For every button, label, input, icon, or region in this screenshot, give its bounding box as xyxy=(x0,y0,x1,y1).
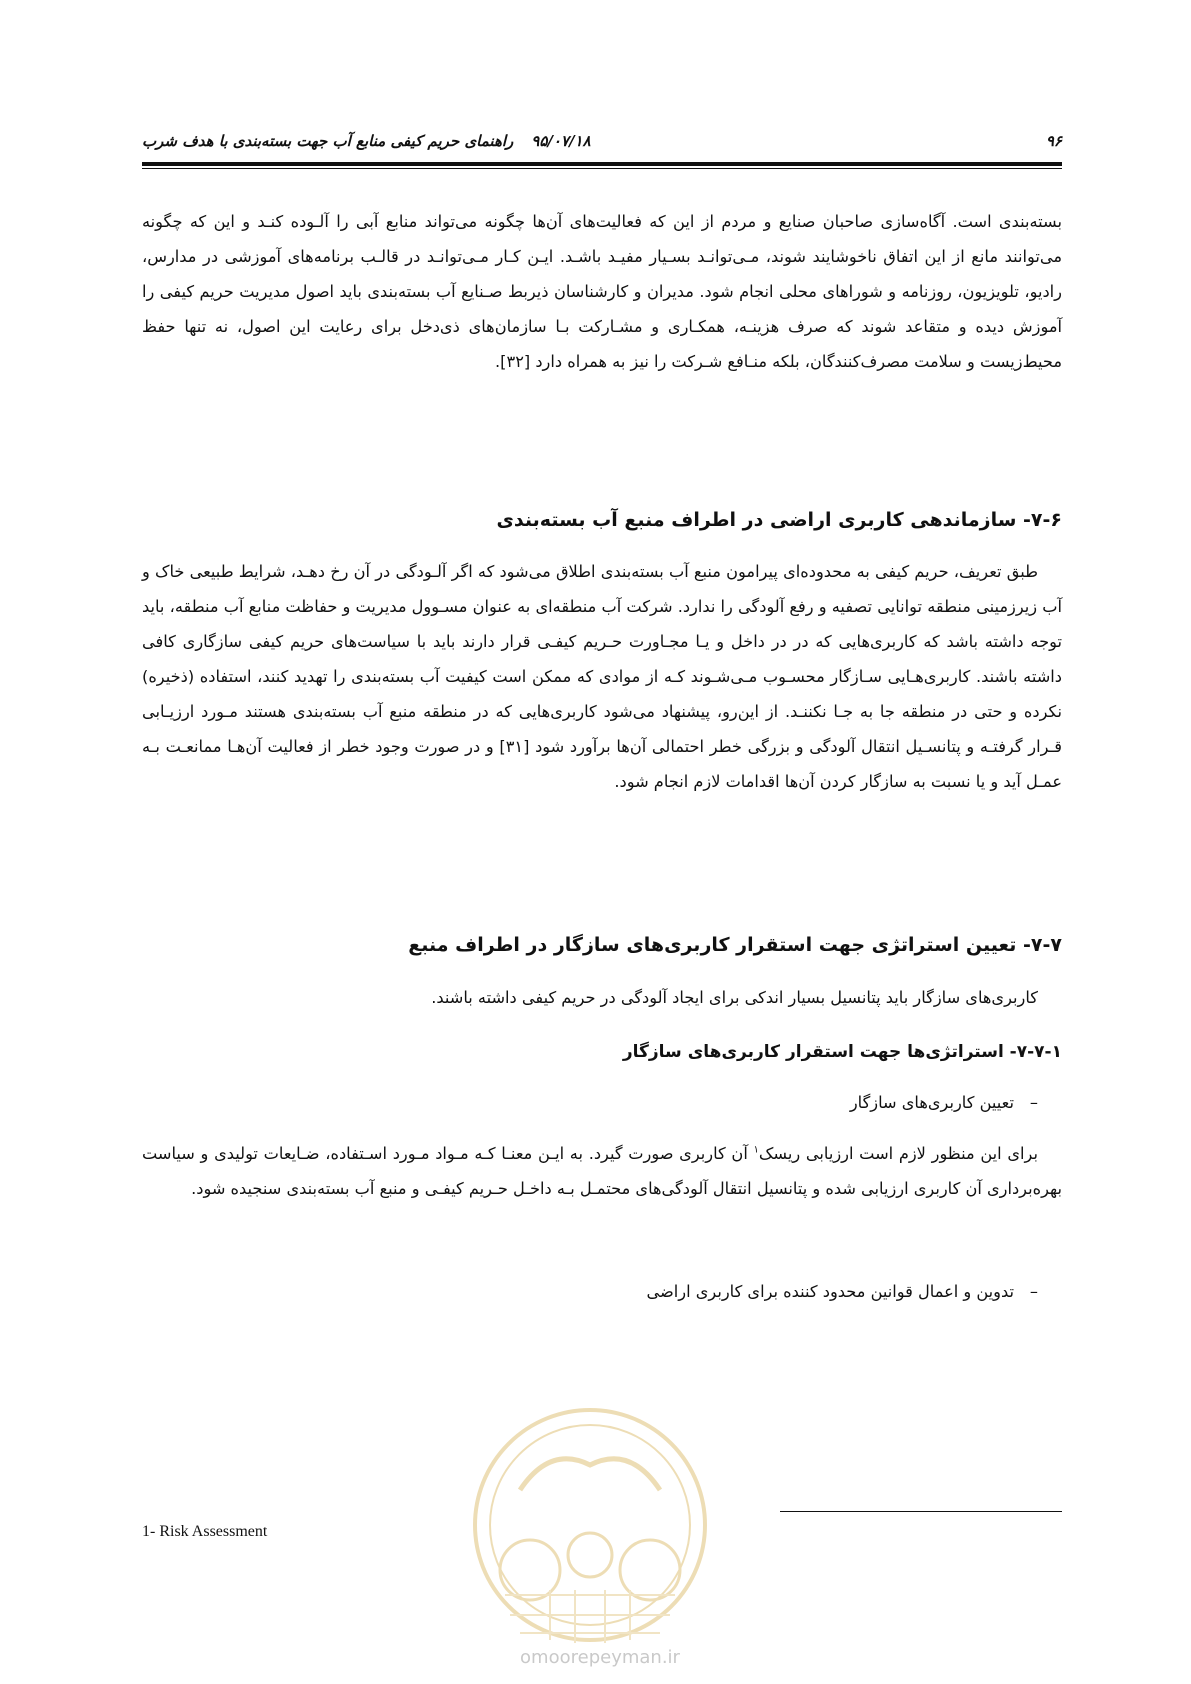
footnote-rule xyxy=(780,1511,1062,1512)
section-heading-7-7: ۷-۷- تعیین استراتژی جهت استقرار کاربری‌های سازگار در اطراف منبع xyxy=(408,934,1062,956)
subsection-heading-7-7-1: ۷-۷-۱- استراتژی‌ها جهت استقرار کاربری‌های سازگار xyxy=(622,1042,1062,1062)
bullet-item xyxy=(142,1088,1038,1118)
footnote-reference[interactable]: ۱ xyxy=(753,1144,759,1156)
header-rule-thick xyxy=(142,162,1062,166)
header-title-line xyxy=(142,132,591,150)
section-heading-7-6: ۷-۶- سازماندهی کاربری اراضی در اطراف منبع آب بسته‌بندی xyxy=(496,509,1062,531)
header-date: ۹۵/۰۷/۱۸ xyxy=(531,132,591,150)
paragraph-text: آن کاربری صورت گیرد. به ایـن معنـا کـه مـواد مـورد اسـتفاده، ضـایعات تولیدی و سیاست بهره‌برداری آن کاربری ارزیابی شده و پتانسیل انتقال آلودگی‌های محتمـل بـه داخـل حـریم کیفـی و منبع آب بسته‌بندی سنجیده شود. xyxy=(142,1144,1062,1198)
header-rule-thin xyxy=(142,168,1062,169)
paragraph-intro: بسته‌بندی است. آگاه‌سازی صاحبان صنایع و مردم از این که فعالیت‌های آن‌ها چگونه می‌تواند منابع آبی را آلـوده کنـد و این که چگونه می‌توانند مانع از این اتفاق ناخوشایند شوند، مـی‌توانـد بسـیار مفیـد باشـد. ایـن کـار مـی‌توانـد در قالـب برنامه‌های آموزشی در مدارس، رادیو، تلویزیون، روزنامه و شوراهای محلی انجام شود. مدیران و کارشناسان ذیربط صـنایع آب بسته‌بندی باید اصول مدیریت حریم کیفی را آموزش دیده و متقاعد شوند که صرف هزینـه، همکـاری و مشـارکت بـا سازمان‌های ذی‌دخل برای رعایت این اصول، نه تنها حفظ محیط‌زیست و سلامت مصرف‌کنندگان، بلکه منـافع شـرکت را نیز به همراه دارد [۳۲]. xyxy=(142,212,1062,371)
document-title: راهنمای حریم کیفی منابع آب جهت بسته‌بندی با هدف شرب xyxy=(142,132,514,150)
running-header xyxy=(142,128,1062,158)
watermark-url: omoorepeyman.ir xyxy=(520,1647,680,1668)
bullet-dash: – xyxy=(1029,1282,1038,1301)
bullet-text: تعیین کاربری‌های سازگار xyxy=(849,1093,1014,1112)
paragraph-compatible-uses: کاربری‌های سازگار باید پتانسیل بسیار اندکی برای ایجاد آلودگی در حریم کیفی داشته باشند. xyxy=(431,988,1038,1007)
footnote: 1- Risk Assessment xyxy=(142,1523,268,1540)
paragraph-text: برای این منظور لازم است ارزیابی ریسک xyxy=(758,1144,1038,1163)
bullet-dash: – xyxy=(1029,1093,1038,1112)
paragraph-definition: طبق تعریف، حریم کیفی به محدوده‌ای پیرامون منبع آب بسته‌بندی اطلاق می‌شود که اگر آلـودگی در آن رخ دهـد، شرایط طبیعی خاک و آب زیرزمینی منطقه توانایی تصفیه و رفع آلودگی را ندارد. شرکت آب منطقه‌ای به عنوان مسـوول مدیریت و حفاظت منابع آب منطقه، باید توجه داشته باشد که کاربری‌هایی که در در داخل و یـا مجـاورت حـریم کیفـی قرار دارند باید با سیاست‌های حریم کیفی سازگاری کافی داشته باشند. کاربری‌هـایی سـازگار محسـوب مـی‌شـوند کـه از موادی که ممکن است کیفیت آب بسته‌بندی را تهدید کنند، استفاده (ذخیره) نکرده و حتی در منطقه جا به جـا نکننـد. از این‌رو، پیشنهاد می‌شود کاربری‌هایی که در منطقه منبع آب بسته‌بندی هستند مـورد ارزیـابی قـرار گرفتـه و پتانسـیل انتقال آلودگی و بزرگی خطر احتمالی آن‌ها برآورد شود [۳۱] و در صورت وجود خطر از فعالیت آن‌هـا ممانعـت بـه عمـل آید و یا نسبت به سازگار کردن آن‌ها اقدامات لازم انجام شود. xyxy=(142,562,1062,791)
bullet-text: تدوین و اعمال قوانین محدود کننده برای کاربری اراضی xyxy=(646,1282,1014,1301)
page-number: ۹۶ xyxy=(1045,132,1062,150)
bullet-item xyxy=(142,1277,1038,1307)
paragraph-risk-assessment xyxy=(142,1136,1062,1206)
